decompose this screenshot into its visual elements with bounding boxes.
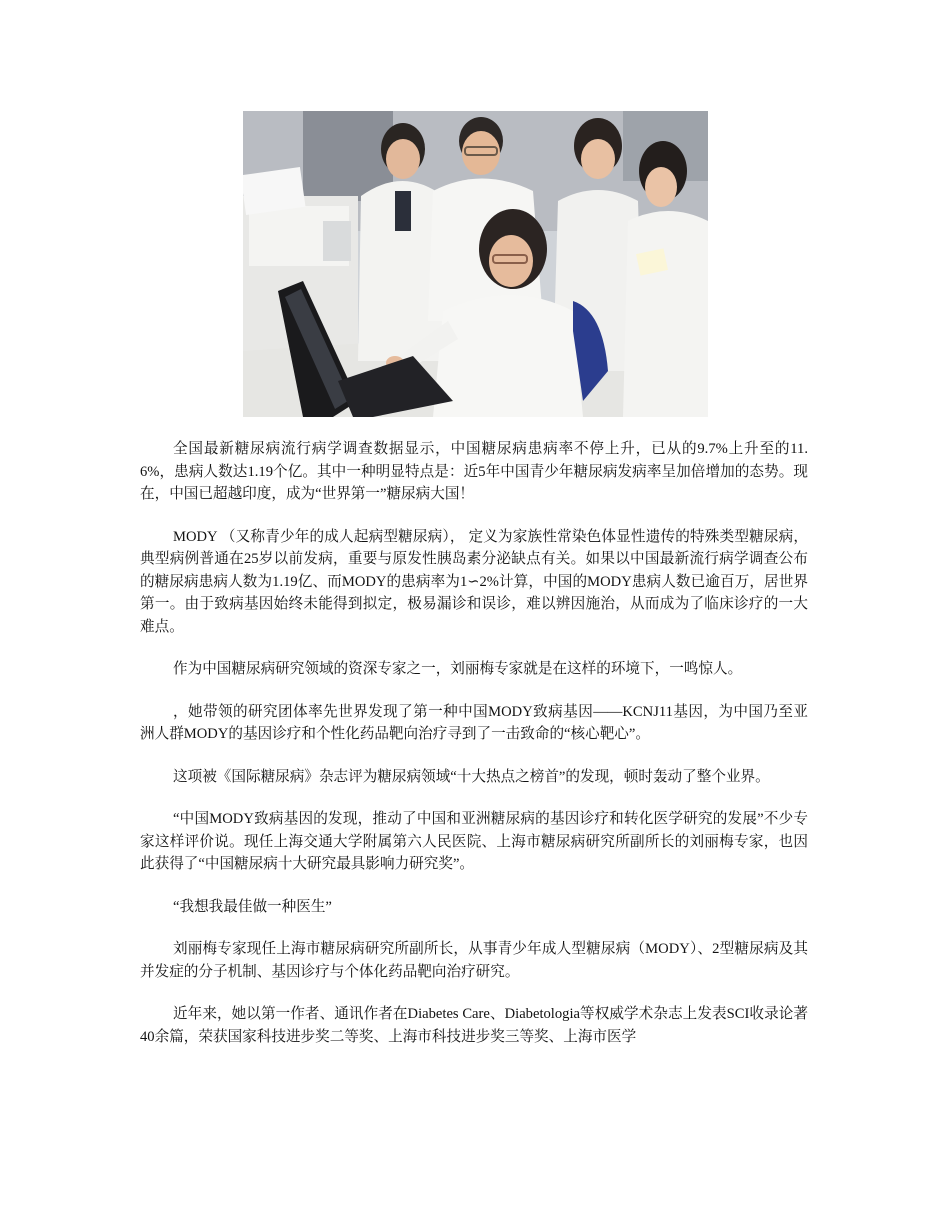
article-body	[140, 438, 808, 1068]
paragraph-expert-evaluation: “中国MODY致病基因的发现，推动了中国和亚洲糖尿病的基因诊疗和转化医学研究的发展”不少专家这样评价说。现任上海交通大学附属第六人民医院、上海市糖尿病研究所副所长的刘丽梅专家，也因此获得了“中国糖尿病十大研究最具影响力研究奖”。	[140, 811, 808, 872]
paragraph-kcnj11-discovery: ，她带领的研究团体率先世界发现了第一种中国MODY致病基因——KCNJ11基因，为中国乃至亚洲人群MODY的基因诊疗和个性化药品靶向治疗寻到了一击致命的“核心靶心”。	[140, 703, 808, 742]
paragraph-expert-intro: 作为中国糖尿病研究领域的资深专家之一，刘丽梅专家就是在这样的环境下，一鸣惊人。	[173, 661, 743, 677]
paragraph-prevalence: 全国最新糖尿病流行病学调查数据显示，中国糖尿病患病率不停上升，已从的9.7%上升至的11.6%，患病人数达1.19个亿。其中一种明显特点是：近5年中国青少年糖尿病发病率呈加倍增加的态势。现在，中国已超越印度，成为“世界第一”糖尿病大国！	[140, 441, 808, 502]
paragraph-mody-definition: MODY （又称青少年的成人起病型糖尿病）， 定义为家族性常染色体显性遗传的特殊类型糖尿病， 典型病例普通在25岁以前发病，重要与原发性胰岛素分泌缺点有关。如果以中国最新流行病学调查公布的糖尿病患病人数为1.19亿、而MODY的患病率为1∽2%计算，中国的MODY患病人数已逾百万，居世界第一。由于致病基因始终未能得到拟定，极易漏诊和误诊，难以辨因施治，从而成为了临床诊疗的一大难点。	[140, 528, 808, 635]
paragraph-journal-recognition: 这项被《国际糖尿病》杂志评为糖尿病领域“十大热点之榜首”的发现，顿时轰动了整个业界。	[173, 768, 770, 785]
paragraph-current-role: 刘丽梅专家现任上海市糖尿病研究所副所长，从事青少年成人型糖尿病（MODY）、2型糖尿病及其并发症的分子机制、基因诊疗与个体化药品靶向治疗研究。	[140, 941, 808, 980]
section-heading-quote: “我想我最佳做一种医生”	[173, 898, 332, 915]
paragraph-publications: 近年来，她以第一作者、通讯作者在Diabetes Care、Diabetologia等权威学术杂志上发表SCI收录论著40余篇，荣获国家科技进步奖二等奖、上海市科技进步奖三等奖、上海市医学	[140, 1006, 808, 1045]
article-photo	[243, 111, 708, 417]
